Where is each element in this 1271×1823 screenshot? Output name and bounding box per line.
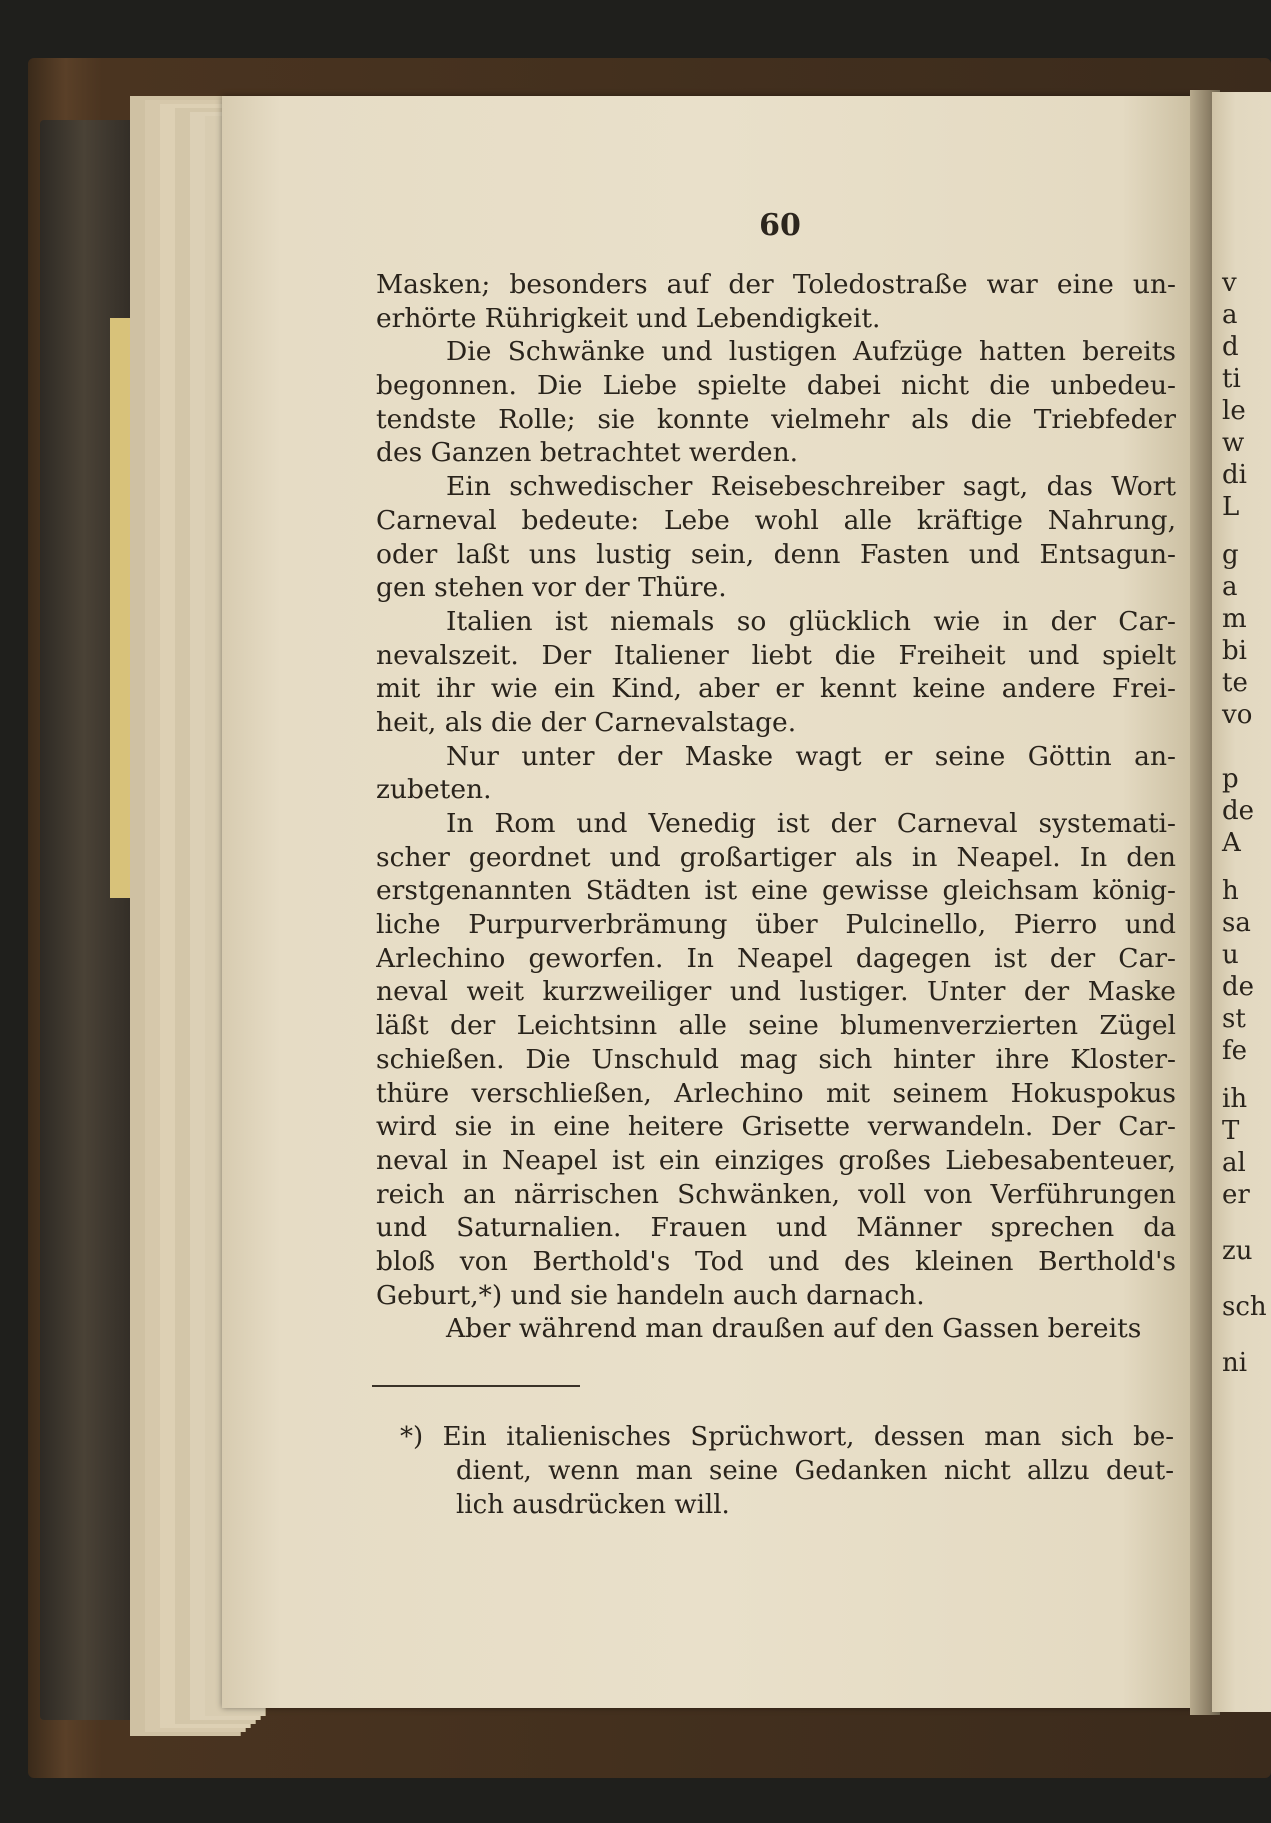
next-page-fragment: w bbox=[1222, 428, 1245, 458]
body-text bbox=[376, 268, 1176, 1346]
next-page-fragment: h bbox=[1222, 876, 1239, 906]
text-line: liche Purpurverbrämung über Pulcinello, Pierro und bbox=[376, 909, 1176, 941]
next-page-fragment: u bbox=[1222, 940, 1239, 970]
text-line: In Rom und Venedig ist der Carneval systemati- bbox=[446, 808, 1176, 839]
text-line: schießen. Die Unschuld mag sich hinter ihre Kloster- bbox=[376, 1043, 1176, 1075]
next-page-fragment: de bbox=[1222, 796, 1255, 826]
next-page-fragment: ih bbox=[1222, 1084, 1248, 1114]
text-line: gen stehen vor der Thüre. bbox=[376, 572, 727, 604]
text-line: bloß von Berthold's Tod und des kleinen Berthold's bbox=[376, 1245, 1176, 1277]
next-page-fragment: te bbox=[1222, 668, 1248, 698]
text-line: Arlechino geworfen. In Neapel dagegen ist der Car- bbox=[376, 942, 1176, 974]
text-line: oder laßt uns lustig sein, denn Fasten und Entsagun- bbox=[376, 538, 1176, 570]
next-page-fragment: sch bbox=[1222, 1292, 1267, 1322]
next-page-fragment: A bbox=[1222, 828, 1241, 858]
page-number: 60 bbox=[759, 208, 801, 243]
text-line: begonnen. Die Liebe spielte dabei nicht die unbedeu- bbox=[376, 370, 1176, 402]
next-page-fragment: a bbox=[1222, 572, 1238, 602]
text-line: erhörte Rührigkeit und Lebendigkeit. bbox=[376, 302, 881, 334]
text-line: tendste Rolle; sie konnte vielmehr als die Triebfeder bbox=[376, 403, 1176, 435]
footnote-line: dient, wenn man seine Gedanken nicht allzu deut- bbox=[456, 1456, 1174, 1486]
text-line: Geburt,*) und sie handeln auch darnach. bbox=[376, 1279, 925, 1311]
next-page-fragment: vo bbox=[1222, 700, 1253, 730]
text-line: thüre verschließen, Arlechino mit seinem Hokuspokus bbox=[376, 1077, 1176, 1109]
next-page-fragment: zu bbox=[1222, 1236, 1253, 1266]
text-line: heit, als die der Carnevalstage. bbox=[376, 706, 797, 738]
text-line: Italien ist niemals so glücklich wie in der Car- bbox=[446, 605, 1176, 637]
text-line: reich an närrischen Schwänken, voll von Verführungen bbox=[376, 1178, 1176, 1210]
text-line: Masken; besonders auf der Toledostraße war eine un- bbox=[376, 269, 1176, 300]
next-page-fragment: ti bbox=[1222, 364, 1241, 394]
text-line: scher geordnet und großartiger als in Neapel. In den bbox=[376, 841, 1176, 873]
next-page-fragment: a bbox=[1222, 300, 1238, 330]
next-page-fragment: st bbox=[1222, 1004, 1246, 1034]
next-page-fragment: al bbox=[1222, 1148, 1246, 1178]
text-line: Carneval bedeute: Lebe wohl alle kräftige Nahrung, bbox=[376, 504, 1176, 536]
footnote-line: lich ausdrücken will. bbox=[456, 1490, 730, 1520]
text-line: und Saturnalien. Frauen und Männer sprechen da bbox=[376, 1212, 1176, 1244]
next-page-fragment: L bbox=[1222, 492, 1240, 522]
text-line: neval weit kurzweiliger und lustiger. Unter der Maske bbox=[376, 976, 1176, 1008]
next-page-fragment: ni bbox=[1222, 1348, 1248, 1378]
next-page-fragment: T bbox=[1222, 1116, 1240, 1146]
next-page-fragment: v bbox=[1222, 268, 1237, 298]
text-line: des Ganzen betrachtet werden. bbox=[376, 437, 799, 469]
footnote-rule bbox=[372, 1385, 580, 1387]
next-page bbox=[1212, 92, 1271, 1712]
text-line: Die Schwänke und lustigen Aufzüge hatten bereits bbox=[446, 336, 1176, 368]
next-page-fragment: g bbox=[1222, 540, 1239, 570]
text-line: nevalszeit. Der Italiener liebt die Freiheit und spielt bbox=[376, 639, 1176, 671]
footnote bbox=[400, 1420, 1174, 1522]
next-page-fragment: de bbox=[1222, 972, 1255, 1002]
next-page-fragment: m bbox=[1222, 604, 1247, 634]
text-line: läßt der Leichtsinn alle seine blumenverzierten Zügel bbox=[376, 1010, 1176, 1042]
next-page-fragment: d bbox=[1222, 332, 1239, 362]
text-line: wird sie in eine heitere Grisette verwandeln. Der Car- bbox=[376, 1111, 1176, 1143]
next-page-fragment: er bbox=[1222, 1180, 1250, 1210]
footnote-line: *) Ein italienisches Sprüchwort, dessen man sich be- bbox=[400, 1422, 1174, 1452]
next-page-fragment: di bbox=[1222, 460, 1247, 490]
text-line: erstgenannten Städten ist eine gewisse gleichsam könig- bbox=[376, 875, 1176, 907]
next-page-fragment: sa bbox=[1222, 908, 1251, 938]
next-page-fragment: le bbox=[1222, 396, 1246, 426]
next-page-fragment: bi bbox=[1222, 636, 1247, 666]
text-line: Aber während man draußen auf den Gassen bereits bbox=[446, 1313, 1142, 1345]
next-page-fragment: p bbox=[1222, 764, 1239, 794]
text-line: mit ihr wie ein Kind, aber er kennt keine andere Frei- bbox=[376, 673, 1176, 705]
text-line: zubeten. bbox=[376, 774, 492, 806]
text-line: Nur unter der Maske wagt er seine Göttin an- bbox=[446, 740, 1176, 772]
next-page-fragment: fe bbox=[1222, 1036, 1248, 1066]
text-line: Ein schwedischer Reisebeschreiber sagt, das Wort bbox=[446, 471, 1176, 503]
text-line: neval in Neapel ist ein einziges großes Liebesabenteuer, bbox=[376, 1144, 1176, 1176]
